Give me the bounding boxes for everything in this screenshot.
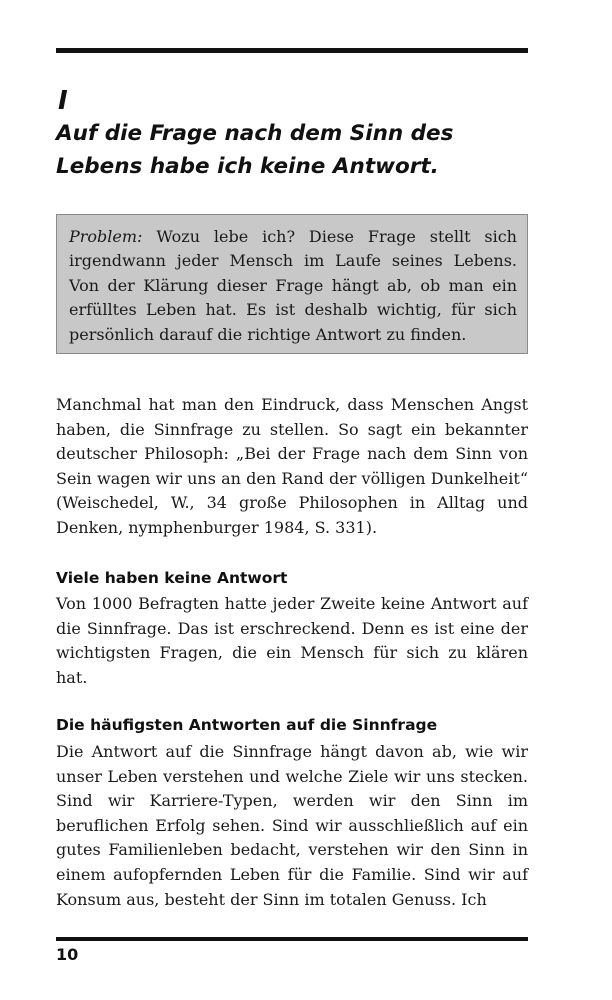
section-heading-no-answer: Viele haben keine Antwort: [56, 569, 288, 587]
section-heading-common-answers: Die häufigsten Antworten auf die Sinnfrage: [56, 716, 438, 734]
page-number: 10: [56, 945, 79, 964]
problem-paragraph: [69, 225, 517, 347]
section-paragraph-no-answer: Von 1000 Befragten hatte jeder Zweite keine Antwort auf die Sinnfrage. Das ist erschreckend. Denn es ist eine der wichtigsten Fragen, die ein Mensch für sich zu klären hat.: [56, 594, 528, 687]
chapter-title: [56, 117, 536, 183]
top-rule: [56, 48, 528, 53]
intro-paragraph: Manchmal hat man den Eindruck, dass Menschen Angst haben, die Sinnfrage zu stellen. So sagt ein bekannter deutscher Philosoph: „Bei der Frage nach dem Sinn von Sein wagen wir uns an den Rand der völligen Dunkelheit“ (Weischedel, W., 34 große Philosophen in Alltag und Denken, nymphenburger 1984, S. 331).: [56, 395, 528, 537]
problem-text: Wozu lebe ich? Diese Frage stellt sich irgendwann jeder Mensch im Laufe seines Lebens. Von der Klärung dieser Frage hängt ab, ob man ein erfülltes Leben hat. Es ist deshalb wichtig, für sich persönlich darauf die richtige Antwort zu finden.: [69, 227, 517, 344]
problem-box: [56, 214, 528, 354]
chapter-title-line-2: Lebens habe ich keine Antwort.: [56, 154, 439, 179]
problem-label: Problem:: [69, 227, 143, 246]
section-paragraph-common-answers: Die Antwort auf die Sinnfrage hängt davon ab, wie wir unser Leben verstehen und welche Ziele wir uns stecken. Sind wir Karriere-Typen, werden wir den Sinn im beruflichen Erfolg sehen. Sind wir ausschließlich auf ein gutes Familienleben bedacht, verstehen wir den Sinn in einem aufopfernden Leben für die Familie. Sind wir auf Konsum aus, besteht der Sinn im totalen Genuss. Ich: [56, 742, 528, 909]
chapter-title-line-1: Auf die Frage nach dem Sinn des: [56, 121, 454, 146]
chapter-number: I: [58, 86, 68, 116]
bottom-rule: [56, 937, 528, 941]
